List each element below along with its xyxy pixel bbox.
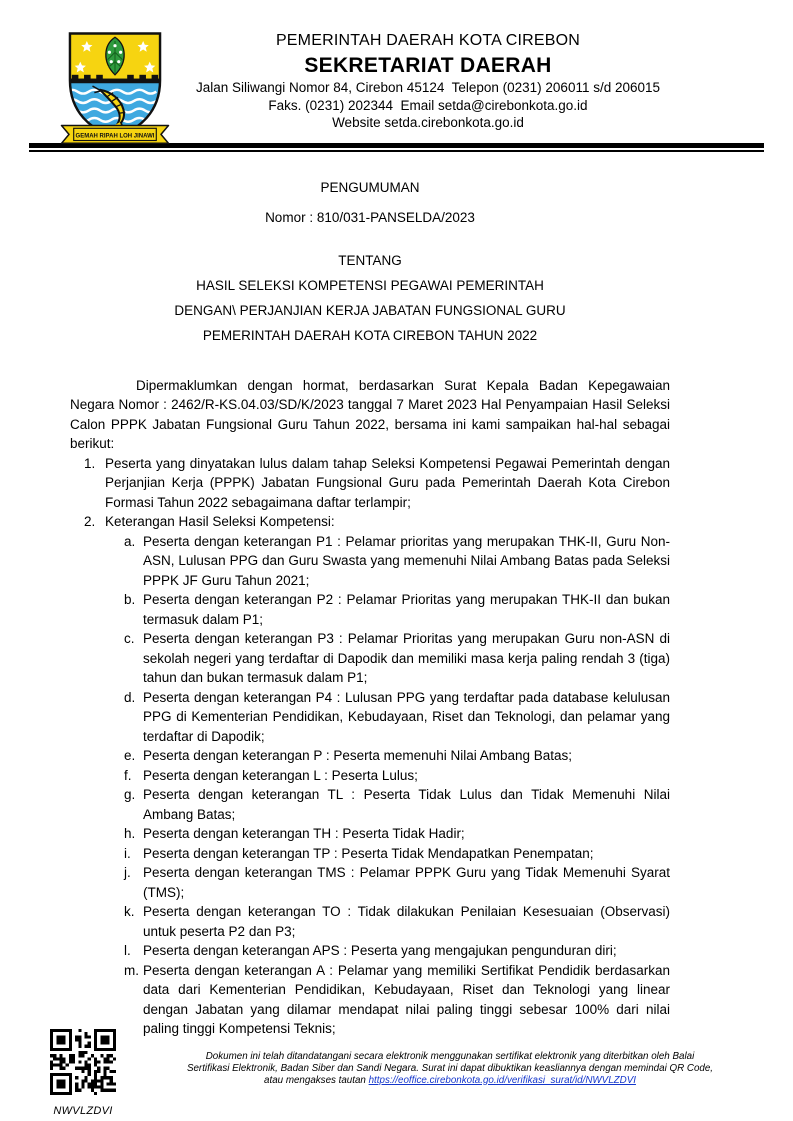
sub-item-j bbox=[70, 863, 670, 902]
list-item-1-text: Peserta yang dinyatakan lulus dalam tahap Seleksi Kompetensi Pegawai Pemerintah dengan Perjanjian Kerja (PPPK) Jabatan Fungsional Guru pada Pemerintah Daerah Kota Cirebon Formasi Tahun 2022 sebagaimana daftar terlampir; bbox=[105, 455, 670, 510]
list-item-2-label: 2. bbox=[84, 514, 96, 529]
sub-item-h-text: Peserta dengan keterangan TH : Peserta Tidak Hadir; bbox=[143, 826, 465, 841]
note-line-2: Sertifikasi Elektronik, Badan Siber dan Sandi Negara. Surat ini dapat dibuktikan keasliannya dengan memindai QR Code, bbox=[186, 1062, 714, 1074]
sub-item-c bbox=[70, 629, 670, 688]
sub-item-l-text: Peserta dengan keterangan APS : Peserta yang mengajukan pengunduran diri; bbox=[143, 943, 617, 958]
list-item-2-text: Keterangan Hasil Seleksi Kompetensi: bbox=[105, 514, 335, 529]
sub-item-i-text: Peserta dengan keterangan TP : Peserta Tidak Mendapatkan Penempatan; bbox=[143, 845, 594, 861]
sub-item-e bbox=[70, 746, 670, 766]
document-title-block bbox=[70, 173, 670, 233]
sub-item-b-label: b. bbox=[124, 592, 136, 607]
sub-item-m bbox=[70, 961, 670, 1039]
sub-item-k-text: Peserta dengan keterangan TO : Tidak dilakukan Penilaian Kesesuaian (Observasi) untuk peserta P2 dan P3; bbox=[143, 904, 670, 939]
sub-item-b bbox=[70, 590, 670, 629]
about-label: TENTANG bbox=[338, 252, 402, 268]
address-line-1: Jalan Siliwangi Nomor 84, Cirebon 45124 Telepon (0231) 206011 s/d 206015 bbox=[195, 80, 661, 95]
sub-item-h-label: h. bbox=[124, 826, 136, 841]
qr-code-label: NWVLZDVI bbox=[53, 1105, 113, 1117]
sub-item-l-label: l. bbox=[124, 943, 131, 958]
sub-item-f-label: f. bbox=[124, 767, 132, 783]
divider-thin-rule bbox=[29, 150, 764, 152]
sub-item-e-label: e. bbox=[124, 748, 136, 763]
note-line-3 bbox=[175, 1075, 725, 1087]
sub-item-m-label: m. bbox=[124, 962, 139, 978]
department-name: SEKRETARIAT DAERAH bbox=[304, 54, 552, 77]
list-item-1-label: 1. bbox=[84, 455, 96, 471]
body-text bbox=[70, 376, 670, 1039]
sub-item-a-text: Peserta dengan keterangan P1 : Pelamar prioritas yang merupakan THK-II, Guru Non-ASN, Lulusan PPG dan Guru Swasta yang memenuhi Nilai Ambang Batas pada Seleksi PPPK JF Guru Tahun 2021; bbox=[143, 533, 670, 588]
sub-item-i-label: i. bbox=[124, 845, 131, 861]
qr-block bbox=[49, 1029, 117, 1118]
sub-item-g-label: g. bbox=[124, 787, 136, 802]
sub-item-f-text: Peserta dengan keterangan L : Peserta Lulus; bbox=[143, 767, 418, 783]
sub-item-a-label: a. bbox=[124, 533, 136, 549]
sub-item-d-text: Peserta dengan keterangan P4 : Lulusan PPG yang terdaftar pada database kelulusan PPG di Kementerian Pendidikan, Kebudayaan, Riset dan Teknologi, dan pelamar yang terdaftar di Dapodik; bbox=[143, 689, 670, 744]
document-heading: PENGUMUMAN bbox=[320, 179, 420, 195]
logo-motto-text: GEMAH RIPAH LOH JINAWI bbox=[75, 133, 155, 140]
list-item-2 bbox=[70, 512, 670, 532]
document-content bbox=[70, 173, 670, 1039]
document-number: Nomor : 810/031-PANSELDA/2023 bbox=[265, 209, 475, 225]
note-line-3-prefix: atau mengakses tautan bbox=[264, 1074, 369, 1086]
coat-of-arms-icon bbox=[55, 26, 175, 148]
subject-line-3: PEMERINTAH DAERAH KOTA CIREBON TAHUN 2022 bbox=[202, 327, 538, 343]
letterhead-text bbox=[172, 30, 684, 132]
sub-item-a bbox=[70, 532, 670, 591]
sub-item-k-label: k. bbox=[124, 904, 135, 919]
opening-paragraph: Dipermaklumkan dengan hormat, berdasarkan Surat Kepala Badan Kepegawaian Negara Nomor : 2462/R-KS.04.03/SD/K/2023 tanggal 7 Maret 2023 Hal Penyampaian Hasil Seleksi Calon PPPK Jabatan Fungsional Guru Tahun 2022, bersama ini kami sampaikan hal-hal sebagai berikut: bbox=[70, 377, 670, 451]
sub-item-e-text: Peserta dengan keterangan P : Peserta memenuhi Nilai Ambang Batas; bbox=[143, 748, 573, 763]
qr-code-icon bbox=[50, 1029, 116, 1095]
address-line-2: Faks. (0231) 202344 Email setda@cirebonkota.go.id bbox=[268, 97, 588, 113]
motto-ribbon bbox=[62, 125, 169, 143]
sub-item-j-label: j. bbox=[124, 865, 131, 880]
agency-name: PEMERINTAH DAERAH KOTA CIREBON bbox=[275, 32, 581, 49]
sub-item-d bbox=[70, 688, 670, 747]
sub-item-j-text: Peserta dengan keterangan TMS : Pelamar PPPK Guru yang Tidak Memenuhi Syarat (TMS); bbox=[143, 865, 670, 900]
subject-line-1: HASIL SELEKSI KOMPETENSI PEGAWAI PEMERINTAH bbox=[196, 277, 544, 293]
sub-item-b-text: Peserta dengan keterangan P2 : Pelamar Prioritas yang merupakan THK-II dan bukan termasuk dalam P1; bbox=[143, 592, 670, 627]
document-subject-block bbox=[70, 248, 670, 348]
sub-item-m-text: Peserta dengan keterangan A : Pelamar yang memiliki Sertifikat Pendidik berdasarkan data dari Kementerian Pendidikan, Kebudayaan, Riset dan Teknologi yang linear dengan Jabatan yang dilamar mendapat nilai paling tinggi sebesar 100% dari nilai paling tinggi Kompetensi Teknis; bbox=[143, 962, 670, 1036]
subject-line-2: DENGAN\ PERJANJIAN KERJA JABATAN FUNGSIONAL GURU bbox=[174, 302, 566, 318]
cirebon-coat-of-arms-logo bbox=[55, 26, 175, 148]
sub-item-d-label: d. bbox=[124, 689, 136, 705]
note-line-1: Dokumen ini telah ditandatangani secara elektronik menggunakan sertifikat elektronik yang diterbitkan oleh Balai bbox=[205, 1051, 695, 1062]
sub-item-g bbox=[70, 785, 670, 824]
address-line-3: Website setda.cirebonkota.go.id bbox=[332, 115, 524, 130]
electronic-signature-note bbox=[175, 1051, 725, 1086]
sub-item-c-label: c. bbox=[124, 631, 135, 646]
sub-item-h bbox=[70, 824, 670, 844]
list-item-1 bbox=[70, 454, 670, 513]
verification-link[interactable]: https://eoffice.cirebonkota.go.id/verifikasi_surat/id/NWVLZDVI bbox=[368, 1074, 636, 1086]
sub-item-l bbox=[70, 941, 670, 961]
sub-item-c-text: Peserta dengan keterangan P3 : Pelamar Prioritas yang merupakan Guru non-ASN di sekolah negeri yang terdaftar di Dapodik dan memiliki masa kerja paling rendah 3 (tiga) tahun dan bukan termasuk dalam P1; bbox=[143, 631, 670, 685]
sub-item-i bbox=[70, 844, 670, 864]
sub-item-k bbox=[70, 902, 670, 941]
sub-item-f bbox=[70, 766, 670, 786]
letterhead bbox=[0, 0, 793, 140]
sub-item-g-text: Peserta dengan keterangan TL : Peserta Tidak Lulus dan Tidak Memenuhi Nilai Ambang Batas; bbox=[143, 787, 670, 822]
